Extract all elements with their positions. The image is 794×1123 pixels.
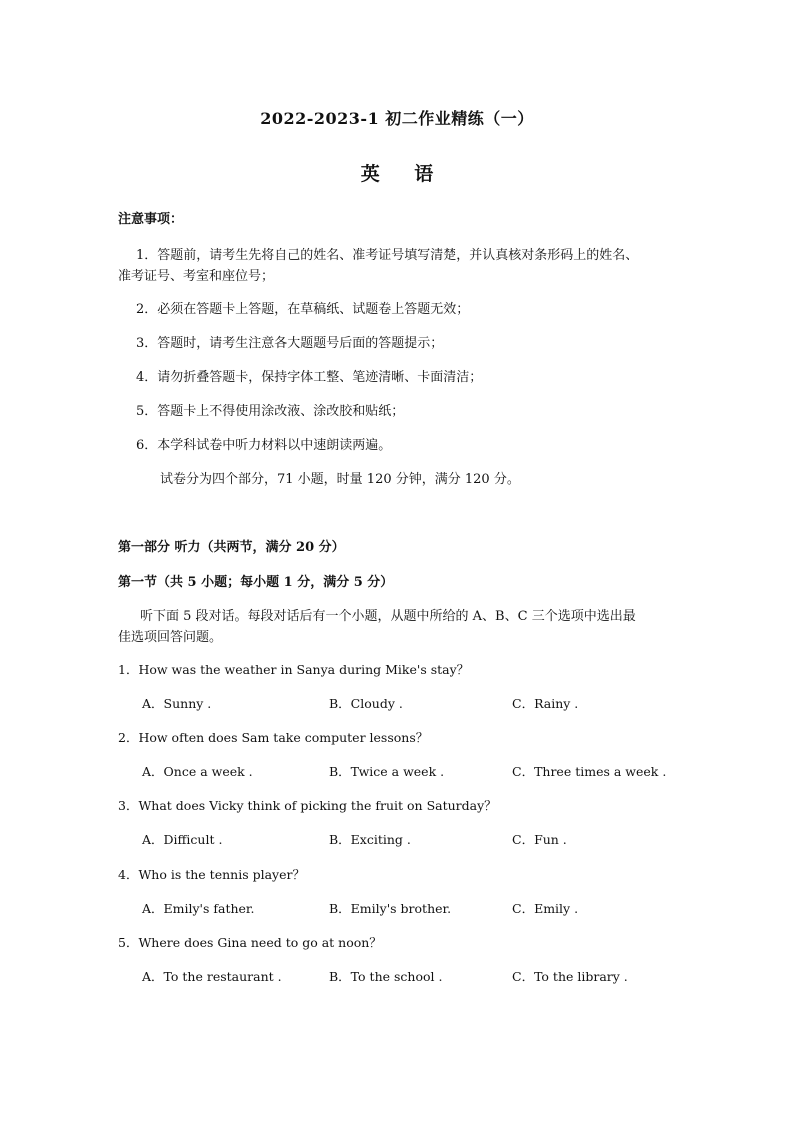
exam-title: 2022-2023-1 初二作业精练（一） bbox=[260, 109, 534, 128]
notice-item-5: 5．答题卡上不得使用涂改液、涂改胶和贴纸； bbox=[136, 404, 405, 419]
notice-item-1: 1．答题前，请考生先将自己的姓名、准考证号填写清楚，并认真核对条形码上的姓名、 bbox=[136, 248, 639, 263]
question-5: 5．Where does Gina need to go at noon？ bbox=[118, 935, 382, 950]
question-1: 1．How was the weather in Sanya during Mike's stay？ bbox=[118, 662, 470, 677]
question-4: 4．Who is the tennis player？ bbox=[118, 867, 305, 882]
notice-item-2: 2．必须在答题卡上答题，在草稿纸、试题卷上答题无效； bbox=[136, 302, 470, 317]
q5-option-a: A．To the restaurant . bbox=[142, 969, 282, 984]
section1-heading: 第一节（共 5 小题；每小题 1 分，满分 5 分） bbox=[118, 575, 394, 590]
q5-option-c: C．To the library . bbox=[512, 969, 628, 984]
part1-heading: 第一部分 听力（共两节，满分 20 分） bbox=[118, 540, 345, 555]
question-2: 2．How often does Sam take computer lessons？ bbox=[118, 730, 429, 745]
question-3: 3．What does Vicky think of picking the fruit on Saturday？ bbox=[118, 798, 497, 813]
q4-option-c: C．Emily . bbox=[512, 901, 579, 916]
q3-option-b: B．Exciting . bbox=[329, 832, 411, 847]
notice-summary: 试卷分为四个部分，71 小题，时量 120 分钟，满分 120 分。 bbox=[160, 472, 520, 487]
q1-option-a: A．Sunny . bbox=[142, 696, 212, 711]
instructions-line-1: 听下面 5 段对话。每段对话后有一个小题，从题中所给的 A、B、C 三个选项中选出最 bbox=[140, 609, 636, 624]
q2-option-c: C．Three times a week . bbox=[512, 764, 667, 779]
subject-title: 英 语 bbox=[360, 163, 448, 185]
q1-option-b: B．Cloudy . bbox=[329, 696, 403, 711]
instructions-line-2: 佳选项回答问题。 bbox=[118, 630, 223, 645]
q3-option-a: A．Difficult . bbox=[142, 832, 223, 847]
notice-item-6: 6．本学科试卷中听力材料以中速朗读两遍。 bbox=[136, 438, 392, 453]
notice-item-3: 3．答题时，请考生注意各大题题号后面的答题提示； bbox=[136, 336, 444, 351]
q4-option-b: B．Emily's brother. bbox=[329, 901, 452, 916]
q3-option-c: C．Fun . bbox=[512, 832, 567, 847]
q5-option-b: B．To the school . bbox=[329, 969, 443, 984]
q4-option-a: A．Emily's father. bbox=[142, 901, 255, 916]
notice-heading: 注意事项： bbox=[118, 212, 184, 227]
notice-item-4: 4．请勿折叠答题卡，保持字体工整、笔迹清晰、卡面清洁； bbox=[136, 370, 483, 385]
q2-option-a: A．Once a week . bbox=[142, 764, 253, 779]
q2-option-b: B．Twice a week . bbox=[329, 764, 445, 779]
notice-item-1-cont: 准考证号、考室和座位号； bbox=[118, 269, 275, 284]
q1-option-c: C．Rainy . bbox=[512, 696, 579, 711]
